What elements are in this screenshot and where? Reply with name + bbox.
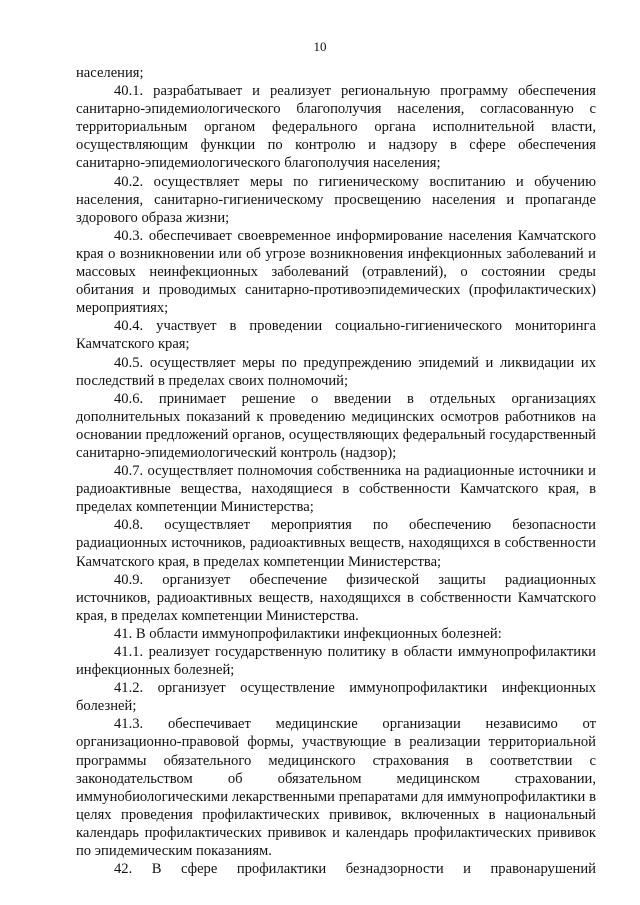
paragraph: 40.9. организует обеспечение физической защиты радиационных источников, радиоактивных веществ, находящихся в собственности Камчатского края, в пределах компетенции Министерства. [76, 571, 596, 624]
paragraph: 40.2. осуществляет меры по гигиеническому воспитанию и обучению населения, санитарно-гигиеническому просвещению населения и пропаганде здорового образа жизни; [76, 173, 596, 226]
paragraph: 41.3. обеспечивает медицинские организации независимо от организационно-правовой формы, участвующие в реализации территориальной программы обязательного медицинского страхования в соответствии с законодательством об обязательном медицинском страховании, иммунобиологическими лекарственными препаратами для иммунопрофилактики в целях проведения профилактических прививок, включенных в национальный календарь профилактических прививок и календарь профилактических прививок по эпидемическим показаниям. [76, 716, 596, 860]
paragraph: 40.7. осуществляет полномочия собственника на радиационные источники и радиоактивные вещества, находящиеся в собственности Камчатского края, в пределах компетенции Министерства; [76, 463, 596, 516]
paragraph: 41.1. реализует государственную политику в области иммунопрофилактики инфекционных болезней; [76, 644, 596, 679]
document-body [76, 64, 596, 878]
paragraph: 40.5. осуществляет меры по предупреждению эпидемий и ликвидации их последствий в пределах своих полномочий; [76, 354, 596, 389]
paragraph: населения; [76, 65, 144, 81]
paragraph: 40.1. разрабатывает и реализует региональную программу обеспечения санитарно-эпидемиологического благополучия населения, согласованную с территориальным органом федерального органа исполнительной власти, осуществляющим функции по контролю и надзору в сфере обеспечения санитарно-эпидемиологического благополучия населения; [76, 83, 596, 172]
paragraph: 40.6. принимает решение о введении в отдельных организациях дополнительных показаний к проведению медицинских осмотров работников на основании предложений органов, осуществляющих федеральный государственный санитарно-эпидемиологический контроль (надзор); [76, 390, 596, 461]
paragraph: 41. В области иммунопрофилактики инфекционных болезней: [114, 625, 502, 642]
paragraph: 42. В сфере профилактики безнадзорности и правонарушений [114, 861, 596, 878]
paragraph: 41.2. организует осуществление иммунопрофилактики инфекционных болезней; [76, 680, 596, 715]
paragraph: 40.3. обеспечивает своевременное информирование населения Камчатского края о возникновении или об угрозе возникновения инфекционных заболеваний и массовых неинфекционных заболеваний (отравлений), о состоянии среды обитания и проводимых санитарно-противоэпидемических (профилактических) мероприятиях; [76, 227, 596, 317]
paragraph: 40.4. участвует в проведении социально-гигиенического мониторинга Камчатского края; [76, 318, 596, 353]
page-number: 10 [313, 39, 327, 54]
paragraph: 40.8. осуществляет мероприятия по обеспечению безопасности радиационных источников, радиоактивных веществ, находящихся в собственности Камчатского края, в пределах компетенции Министерства; [76, 517, 596, 570]
